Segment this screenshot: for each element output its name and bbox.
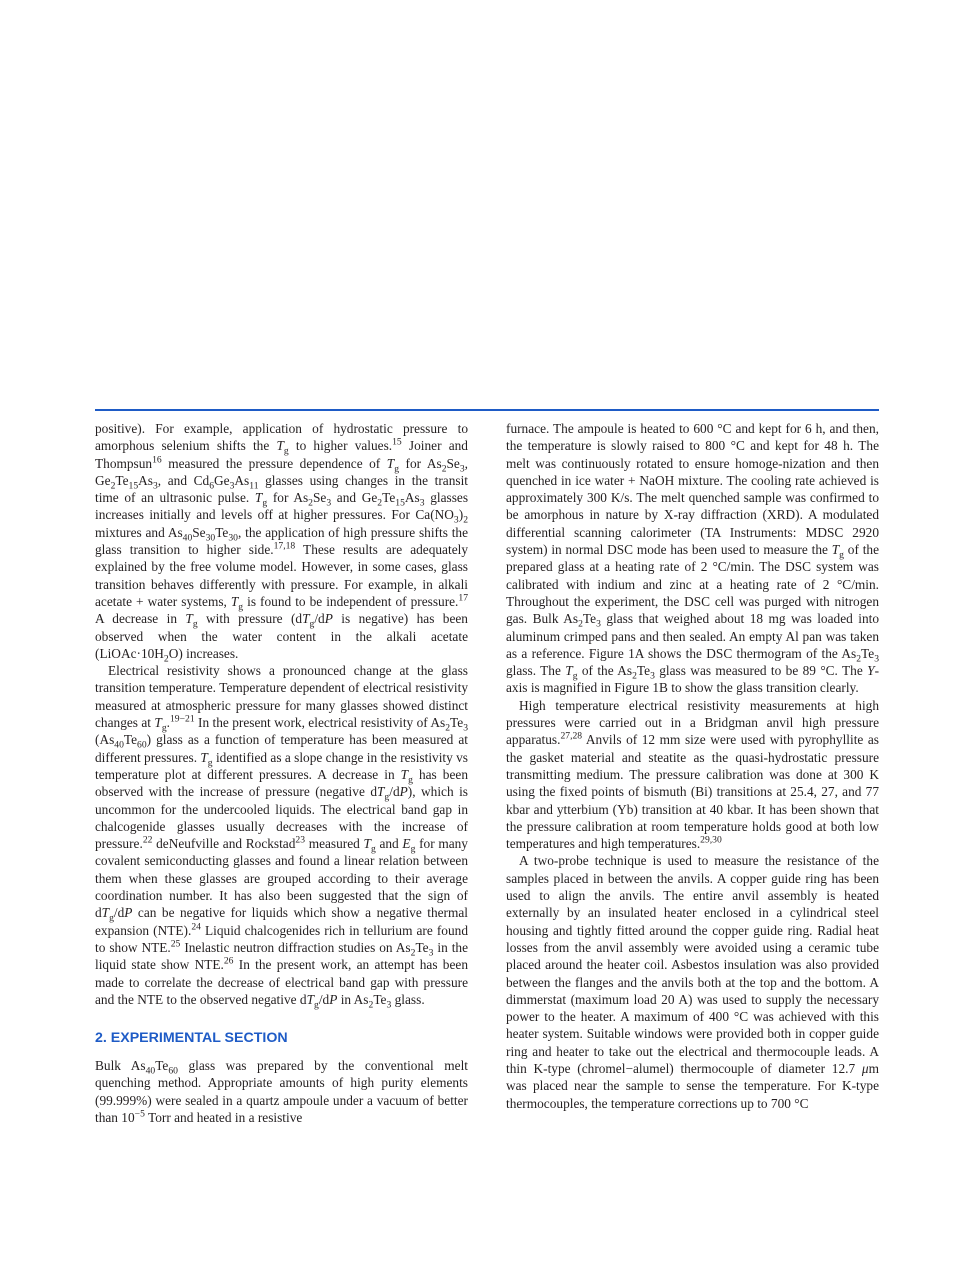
top-divider-rule xyxy=(95,409,879,411)
right-text-column xyxy=(506,420,879,1112)
intro-paragraph-tg-pressure: positive). For example, application of hydrostatic pressure to amorphous selenium shifts the $T_g$ to higher values.$^{15}$ Joiner and Thompsun$^{16}$ measured the pressure dependence of $T_g$ for $As_2Se_3$, $Ge_2Te_{15}As_3$, and $Cd_6Ge_3As_{11}$ glasses using changes in the transit time of an ultrasonic pulse. $T_g$ for $As_2Se_3$ and $Ge_2Te_{15}As_3$ glasses increases initially and levels off at higher pressures. For $Ca(NO_3)_2$ mixtures and $As_{40}Se_{30}Te_{30}$, the application of high pressure shifts the glass transition to higher side.$^{17,18}$ These results are adequately explained by the free volume model. However, in some cases, glass transition behaves differently with pressure. For example, in alkali acetate + water systems, $T_g$ is found to be independent of pressure.$^{17}$ A decrease in $T_g$ with pressure ($dT_g/dP$ is negative) has been observed when the water content in the alkali acetate $(LiOAc\cdot 10H_2O)$ increases. xyxy=(95,421,469,665)
high-pressure-paragraph: High temperature electrical resistivity measurements at high pressures were carried out in a Bridgman anvil high pressure apparatus.$^{27,28}$ Anvils of 12 mm size were used with pyrophyllite as the gasket material and steatite as the quasi-hydrostatic pressure transmitting medium. The pressure calibration was done at 300 K using the fixed points of bismuth (Bi) transitions at 25.4, 27, and 77 kbar and ytterbium (Yb) transition at 40 kbar. It has been shown that the pressure calibration at room temperature holds good at both low temperatures and high temperatures.$^{29,30}$ xyxy=(506,697,879,852)
left-text-column xyxy=(95,420,468,1126)
experimental-section-heading: 2. EXPERIMENTAL SECTION xyxy=(95,1030,288,1047)
resistivity-paragraph: Electrical resistivity shows a pronounced change at the glass transition temperature. Temperature dependent of electrical resistivity measured at atmospheric pressure for many glasses showed distinct changes at $T_g.^{19-21}$ In the present work, electrical resistivity of $As_2Te_3$ $(As_{40}Te_{60})$ glass as a function of temperature has been measured at different pressures. $T_g$ identified as a slope change in the resistivity vs temperature plot at different pressures. A decrease in $T_g$ has been observed with the increase of pressure (negative $dT_g/dP$), which is uncommon for the undercooled liquids. The electrical band gap in chalcogenide glasses usually decreases with the increase of pressure.$^{22}$ deNeufville and Rockstad$^{23}$ measured $T_g$ and $E_g$ for many covalent semiconducting glasses and found a linear relation between them when these glasses are grouped according to their average coordination number. It has also been suggested that the sign of $dT_g/dP$ can be negative for liquids which show a negative thermal expansion (NTE).$^{24}$ Liquid chalcogenides rich in tellurium are found to show NTE.$^{25}$ Inelastic neutron diffraction studies on $As_2Te_3$ in the liquid state show NTE.$^{26}$ In the present work, an attempt has been made to correlate the decrease of electrical band gap with pressure and the NTE to the observed negative $dT_g/dP$ in $As_2Te_3$ glass. xyxy=(95,663,469,1011)
sample-preparation-paragraph: Bulk $As_{40}Te_{60}$ glass was prepared by the conventional melt quenching method. Appropriate amounts of high purity elements (99.999%) were sealed in a quartz ampoule under a vacuum of better than $10^{-5}$ Torr and heated in a resistive xyxy=(95,1058,468,1125)
two-probe-paragraph: A two-probe technique is used to measure the resistance of the samples placed in between the anvils. A copper guide ring has been used to align the anvils. The entire anvil assembly is heated externally by an insulated heater enclosed in a cylindrical steel housing and tightly fitted around the copper guide ring. Radial heat losses from the anvil assembly were avoided using a ceramic tube placed around the heater coil. Asbestos insulation was also provided between the flanges and the anvils both at the top and the bottom. A dimmerstat (maximum load 20 A) was used to supply the necessary power to the heater. A maximum of 400 °C was achieved with this heater system. Suitable windows were provided both in copper guide ring and heater to take out the electrical and thermocouple leads. A thin K-type (chromel−alumel) thermocouple of diameter 12.7 μm was placed near the sample to sense the temperature. For K-type thermocouples, the temperature corrections up to 700 °C xyxy=(506,853,879,1111)
dsc-paragraph: furnace. The ampoule is heated to 600 °C and kept for 6 h, and then, the temperature is slowly raised to 800 °C and kept for 48 h. The melt was continuously rotated to ensure homoge-nization and then quenched in ice water + NaOH mixture. The cooling rate achieved is approximately 300 K/s. The melt quenched sample was confirmed to be amorphous in nature by X-ray diffraction (XRD). A modulated differential scanning calorimeter (TA Instruments: MDSC 2920 system) in normal DSC mode has been used to measure the $T_g$ of the prepared glass at a heating rate of 2 °C/min. The DSC system was calibrated with indium and zinc at a heating rate of 2 °C/min. Throughout the experiment, the DSC cell was purged with nitrogen gas. Bulk $As_2Te_3$ glass that weighed about 18 mg was loaded into aluminum crimped pans and then sealed. An empty Al pan was taken as a reference. Figure 1A shows the DSC thermogram of the $As_2Te_3$ glass. The $T_g$ of the $As_2Te_3$ glass was measured to be 89 °C. The Y-axis is magnified in Figure 1B to show the glass transition clearly. xyxy=(506,421,880,696)
